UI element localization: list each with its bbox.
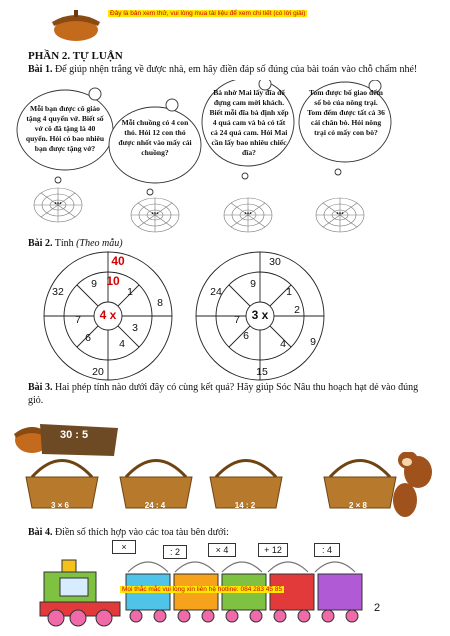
operation-box-4: + 12: [258, 543, 288, 557]
bai2-text: Tính: [52, 238, 77, 249]
basket-1[interactable]: 3 × 6: [50, 501, 69, 510]
wheel1-inner-2: 1: [127, 285, 133, 298]
problem-1: Mỗi bạn được cô giáo tặng 4 quyển vở. Biết số vở cô đã tặng là 40 quyển. Hỏi có bao nhiêu bạn được tặng vở?: [25, 104, 105, 153]
wheel2-inner-1: 1: [286, 285, 292, 298]
train-graphic: [0, 552, 450, 636]
wheel2-inner-0: 9: [250, 277, 256, 290]
problem-2: Mỗi chuồng có 4 con thỏ. Hỏi 12 con thỏ được nhốt vào mấy cái chuồng?: [118, 118, 192, 157]
part-title: PHẦN 2. TỰ LUẬN: [28, 50, 123, 62]
wheel2-outer-1: 9: [310, 335, 316, 348]
wheel2-inner-2: 2: [294, 303, 300, 316]
baskets-graphic: [0, 452, 450, 522]
multiplication-wheels: [0, 248, 450, 388]
page-number: 2: [374, 602, 381, 614]
basket-3[interactable]: 14 : 2: [234, 501, 256, 510]
bai4-label: Bài 4.: [28, 527, 53, 538]
operation-box-2: : 2: [163, 545, 187, 559]
bai3-instruction: [28, 382, 423, 407]
wheel2-outer-0: 30: [269, 255, 281, 268]
wheel2-outer-2: 15: [256, 365, 268, 378]
bai4-instruction: [28, 527, 229, 540]
wheel1-outer-2: 20: [92, 365, 104, 378]
bai3-label: Bài 3.: [28, 382, 53, 393]
bai2-note: (Theo mẫu): [76, 238, 123, 249]
basket-4[interactable]: 2 × 8: [348, 501, 367, 510]
basket-2[interactable]: 24 : 4: [144, 501, 166, 510]
operation-box-3: × 4: [208, 543, 236, 557]
answer-blank-4[interactable]: ...: [336, 206, 344, 217]
wheel2-center: 3 x: [251, 308, 269, 323]
bai3-text: Hai phép tính nào dưới đây có cùng kết quả? Hãy giúp Sóc Nâu thu hoạch hạt dẻ vào đúng giỏ.: [28, 382, 419, 406]
bai1-label: Bài 1.: [28, 64, 53, 75]
wheel1-inner-3: 3: [132, 321, 138, 334]
operation-box-5: : 4: [314, 543, 340, 557]
wheel2-inner-5: 7: [234, 313, 240, 326]
wheel1-center: 4 x: [99, 308, 117, 323]
wheel2-outer-3: 24: [210, 285, 222, 298]
bai2-label: Bài 2.: [28, 238, 53, 249]
wheel1-outer-1: 8: [157, 296, 163, 309]
acorn-icon: [44, 8, 108, 42]
wheel2-inner-3: 4: [280, 337, 286, 350]
wheel1-inner-1: 10: [106, 274, 120, 289]
operation-box-1: ×: [112, 540, 136, 554]
wheel1-inner-5: 6: [85, 331, 91, 344]
bai1-text: Để giúp nhện trắng về được nhà, em hãy điền đáp số đúng của bài toán vào chỗ chấm nhé!: [52, 64, 418, 75]
answer-blank-1[interactable]: ...: [54, 196, 62, 207]
problem-4: Tom được bố giao đếm số bò của nông trại. Tom đếm được tất cả 36 cái chân bò. Hỏi nông trại có mấy con bò?: [307, 88, 385, 137]
wheel1-inner-6: 7: [75, 313, 81, 326]
wheel2-inner-4: 6: [243, 329, 249, 342]
sign-expression: 30 : 5: [60, 429, 89, 441]
bai4-text: Điền số thích hợp vào các toa tàu bên dưới:: [52, 527, 229, 538]
answer-blank-2[interactable]: ...: [151, 206, 159, 217]
wheel1-outer-3: 32: [52, 285, 64, 298]
bai1-instruction: [28, 64, 423, 77]
problem-3: Bà nhờ Mai lấy đĩa để đựng cam mời khách. Biết mỗi đĩa bà định xếp 4 quả cam và bà có tất cả 24 quả cam. Hỏi Mai cần lấy bao nhiêu chiếc đĩa?: [209, 88, 289, 157]
wheel1-inner-0: 9: [91, 277, 97, 290]
preview-banner: Đây là bản xem thử, vui lòng mua tài liệu để xem chi tiết (có lời giải): [110, 10, 306, 17]
hotline-banner: Mọi thắc mắc vui lòng xin liên hệ hotline: 084 283 45 85: [122, 586, 283, 593]
answer-blank-3[interactable]: ...: [244, 206, 252, 217]
wheel1-outer-0: 40: [111, 254, 125, 269]
wheel1-inner-4: 4: [119, 337, 125, 350]
